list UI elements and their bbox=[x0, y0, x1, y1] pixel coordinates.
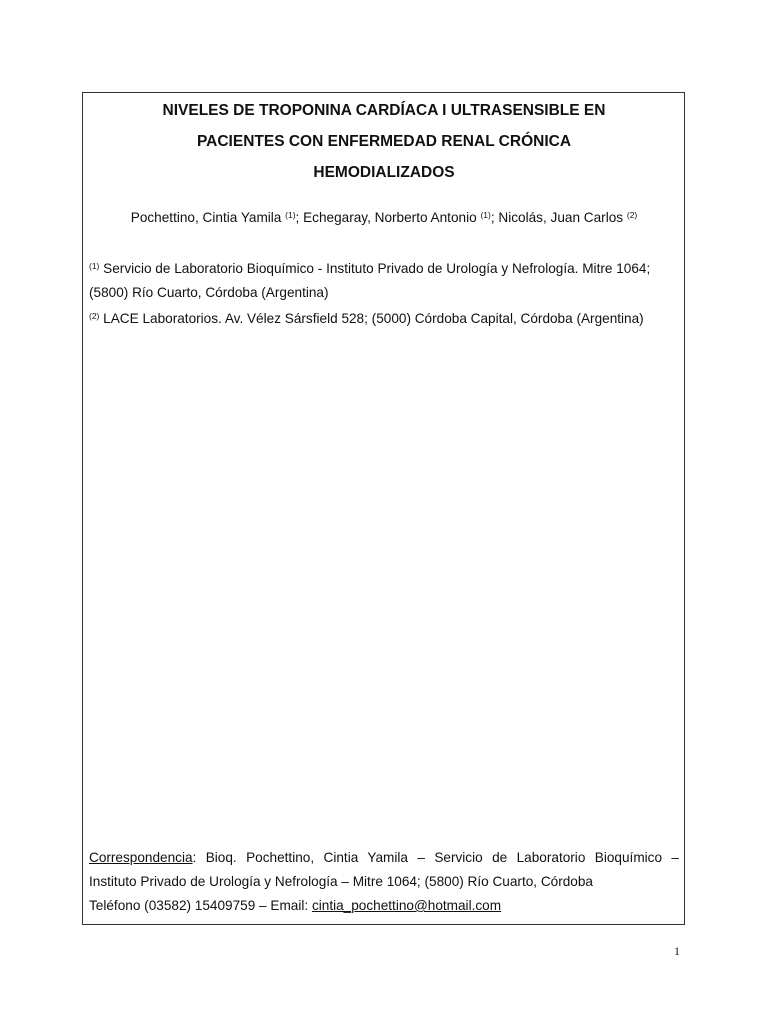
author-affiliation-marker: (1) bbox=[480, 210, 491, 220]
author-affiliation-marker: (1) bbox=[285, 210, 296, 220]
correspondence-label: Correspondencia bbox=[89, 850, 193, 865]
affiliation-marker: (2) bbox=[89, 311, 100, 321]
author-separator: ; bbox=[490, 210, 499, 225]
correspondence-line-3 bbox=[89, 896, 679, 916]
title-line-1: NIVELES DE TROPONINA CARDÍACA I ULTRASENSIBLE EN bbox=[162, 102, 606, 119]
affiliation-1-continued bbox=[89, 283, 679, 303]
correspondence-text: : Bioq. Pochettino, Cintia Yamila – Servicio de Laboratorio Bioquímico – bbox=[192, 850, 679, 865]
affiliation-text: LACE Laboratorios. Av. Vélez Sársfield 528; (5000) Córdoba Capital, Córdoba (Argentina) bbox=[103, 311, 644, 326]
title-line-2: PACIENTES CON ENFERMEDAD RENAL CRÓNICA bbox=[196, 133, 572, 150]
author-separator: ; bbox=[295, 210, 304, 225]
author-name: Echegaray, Norberto Antonio bbox=[303, 210, 477, 225]
affiliation-1 bbox=[89, 259, 679, 279]
author-list bbox=[0, 208, 768, 228]
correspondence-address: Instituto Privado de Urología y Nefrología – Mitre 1064; (5800) Río Cuarto, Córdoba bbox=[89, 874, 593, 889]
correspondence-line-1 bbox=[89, 848, 679, 868]
affiliation-text: Servicio de Laboratorio Bioquímico - Instituto Privado de Urología y Nefrología. Mitre 1064; bbox=[103, 261, 651, 276]
author-affiliation-marker: (2) bbox=[626, 210, 638, 220]
affiliation-marker: (1) bbox=[89, 261, 100, 271]
email-link[interactable]: cintia_pochettino@hotmail.com bbox=[311, 898, 502, 913]
author-name: Pochettino, Cintia Yamila bbox=[130, 210, 282, 225]
affiliation-text: (5800) Río Cuarto, Córdoba (Argentina) bbox=[89, 285, 329, 300]
correspondence-line-2 bbox=[89, 872, 679, 892]
paper-title bbox=[0, 95, 768, 188]
author-name: Nicolás, Juan Carlos bbox=[498, 210, 624, 225]
affiliation-2 bbox=[89, 309, 679, 329]
page-number: 1 bbox=[674, 944, 680, 958]
correspondence-phone: Teléfono (03582) 15409759 – Email: bbox=[89, 898, 312, 913]
title-line-3: HEMODIALIZADOS bbox=[313, 164, 455, 181]
